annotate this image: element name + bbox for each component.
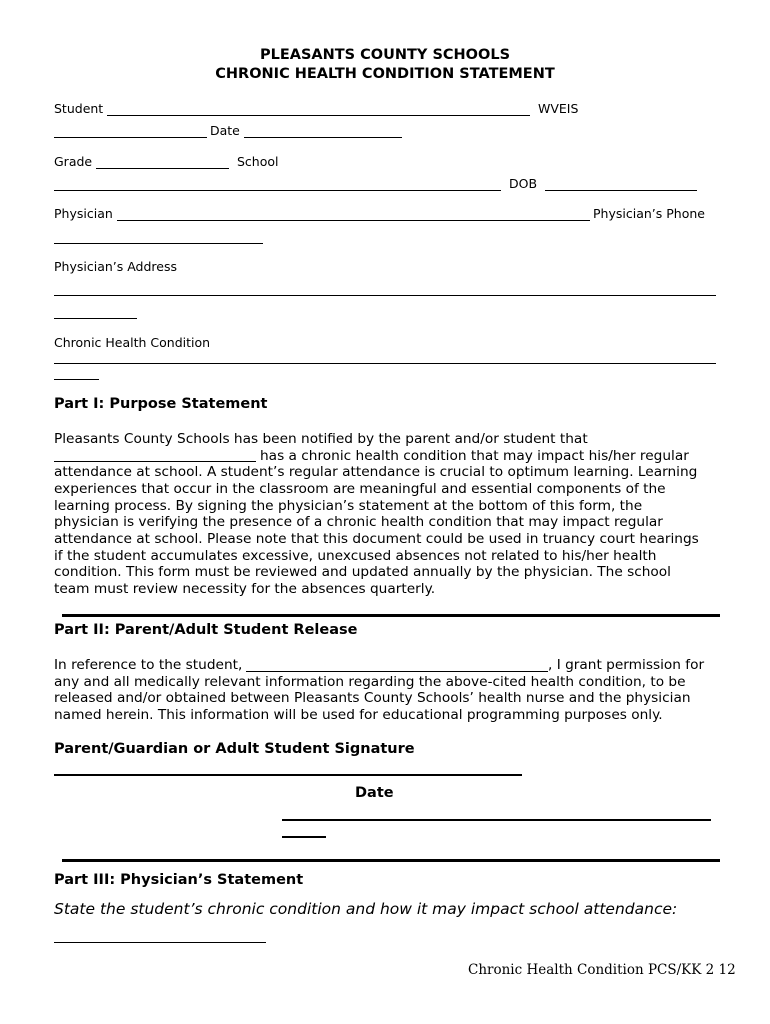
dob-input-line[interactable] — [545, 190, 697, 191]
chronic-condition-label: Chronic Health Condition — [54, 335, 211, 350]
signature-date-line[interactable] — [282, 819, 711, 821]
signature-label: Parent/Guardian or Adult Student Signature — [54, 741, 415, 757]
part1-heading: Part I: Purpose Statement — [54, 396, 268, 412]
part3-heading: Part III: Physician’s Statement — [54, 872, 304, 888]
grade-label: Grade — [54, 154, 93, 169]
school-label: School — [237, 154, 279, 169]
part2-line: , I grant permission for — [548, 657, 705, 673]
date-label: Date — [210, 123, 240, 138]
section-divider — [62, 614, 720, 617]
physician-statement-line[interactable] — [54, 942, 266, 943]
part1-line: physician is verifying the presence of a chronic health condition that may impact regular — [54, 514, 663, 530]
part1-line: attendance at school. A student’s regular attendance is crucial to optimum learning. Learning — [54, 464, 698, 480]
physician-phone-input-line[interactable] — [54, 243, 263, 244]
signature-date-line-2[interactable] — [282, 836, 326, 838]
physician-label: Physician — [54, 206, 113, 221]
part1-line: attendance at school. Please note that this document could be used in truancy court hearings — [54, 531, 699, 547]
part1-student-blank[interactable] — [54, 461, 256, 462]
footer-text: Chronic Health Condition PCS/KK 2 12 — [468, 962, 736, 978]
part1-line: has a chronic health condition that may impact his/her regular — [260, 448, 689, 464]
part1-line: team must review necessity for the absences quarterly. — [54, 581, 436, 597]
part2-line: released and/or obtained between Pleasants County Schools’ health nurse and the physician — [54, 690, 691, 706]
signature-date-label: Date — [355, 785, 394, 801]
form-subtitle: CHRONIC HEALTH CONDITION STATEMENT — [215, 66, 555, 82]
wveis-label: WVEIS — [538, 101, 579, 116]
student-input-line[interactable] — [107, 115, 530, 116]
part2-line: named herein. This information will be used for educational programming purposes only. — [54, 707, 663, 723]
part2-student-blank[interactable] — [246, 671, 548, 672]
physician-address-input-line-2[interactable] — [54, 318, 137, 319]
part2-line: In reference to the student, — [54, 657, 243, 673]
chronic-condition-input-line[interactable] — [54, 363, 716, 364]
part1-line: if the student accumulates excessive, unexcused absences not related to his/her health — [54, 548, 657, 564]
signature-line[interactable] — [54, 774, 522, 776]
part2-line: any and all medically relevant information regarding the above-cited health condition, to be — [54, 674, 686, 690]
part2-heading: Part II: Parent/Adult Student Release — [54, 622, 358, 638]
physician-address-label: Physician’s Address — [54, 259, 178, 274]
physician-phone-label: Physician’s Phone — [593, 206, 705, 221]
part1-line: Pleasants County Schools has been notified by the parent and/or student that — [54, 431, 588, 447]
chronic-condition-input-line-2[interactable] — [54, 379, 99, 380]
school-input-line[interactable] — [54, 190, 501, 191]
wveis-input-line[interactable] — [54, 137, 207, 138]
part1-line: condition. This form must be reviewed and updated annually by the physician. The school — [54, 564, 671, 580]
date-input-line[interactable] — [244, 137, 402, 138]
part3-instruction: State the student’s chronic condition and how it may impact school attendance: — [54, 900, 678, 918]
part1-line: learning process. By signing the physician’s statement at the bottom of this form, the — [54, 498, 643, 514]
physician-address-input-line[interactable] — [54, 295, 716, 296]
section-divider — [62, 859, 720, 862]
student-label: Student — [54, 101, 104, 116]
physician-input-line[interactable] — [117, 220, 590, 221]
dob-label: DOB — [509, 176, 538, 191]
grade-input-line[interactable] — [96, 168, 229, 169]
form-title: PLEASANTS COUNTY SCHOOLS — [259, 47, 511, 63]
part1-line: experiences that occur in the classroom are meaningful and essential components of the — [54, 481, 666, 497]
